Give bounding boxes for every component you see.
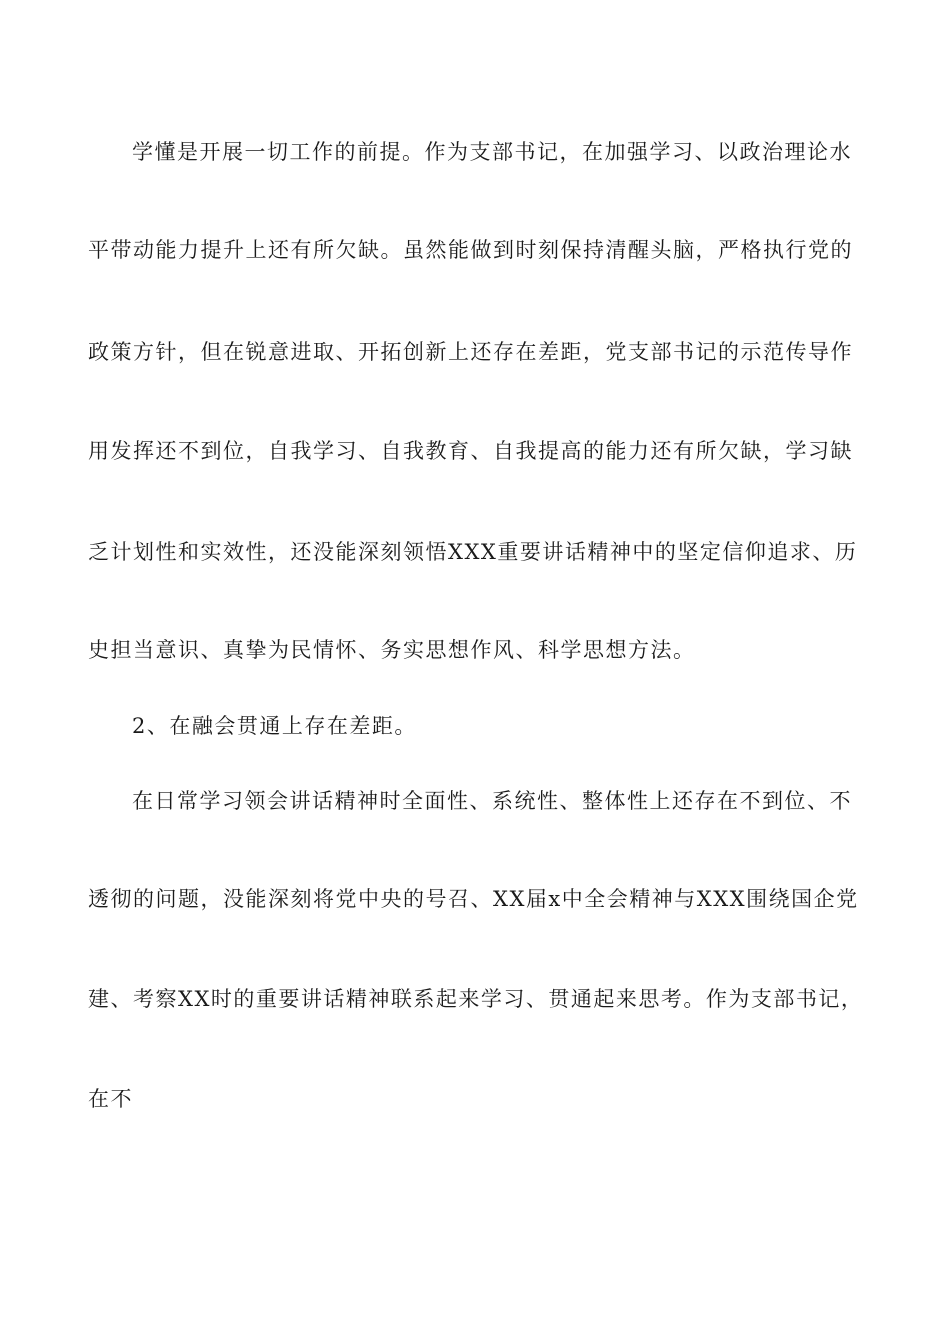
- paragraph-2-line-3: 建、考察XX时的重要讲话精神联系起来学习、贯通起来思考。作为支部书记，: [88, 987, 864, 1011]
- paragraph-1-line-3: 政策方针，但在锐意进取、开拓创新上还存在差距，党支部书记的示范传导作: [88, 340, 853, 364]
- paragraph-1-line-5: 乏计划性和实效性，还没能深刻领悟XXX重要讲话精神中的坚定信仰追求、历: [88, 540, 858, 564]
- paragraph-2-line-4: 在不: [88, 1087, 133, 1111]
- paragraph-1-line-1: 学懂是开展一切工作的前提。作为支部书记，在加强学习、以政治理论水: [132, 140, 852, 164]
- paragraph-2-line-1: 在日常学习领会讲话精神时全面性、系统性、整体性上还存在不到位、不: [132, 789, 852, 813]
- section-heading: 2、在融会贯通上存在差距。: [132, 714, 417, 738]
- paragraph-1-line-4: 用发挥还不到位，自我学习、自我教育、自我提高的能力还有所欠缺，学习缺: [88, 439, 853, 463]
- paragraph-1-line-2: 平带动能力提升上还有所欠缺。虽然能做到时刻保持清醒头脑，严格执行党的: [88, 238, 853, 262]
- paragraph-2-line-2: 透彻的问题，没能深刻将党中央的号召、XX届x中全会精神与XXX围绕国企党: [88, 887, 859, 911]
- paragraph-1-line-6: 史担当意识、真挚为民情怀、务实思想作风、科学思想方法。: [88, 638, 696, 662]
